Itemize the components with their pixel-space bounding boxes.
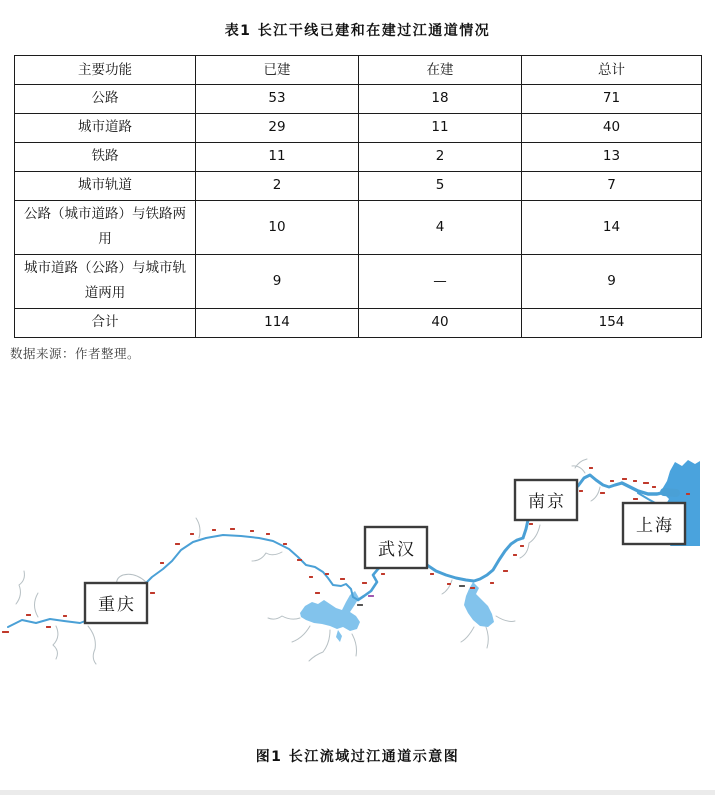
cell-under-construction: 11 [359, 113, 522, 142]
cell-total: 154 [522, 308, 702, 337]
cell-under-construction: 4 [359, 200, 522, 254]
col-header-built: 已建 [196, 56, 359, 85]
cell-function: 铁路 [15, 142, 196, 171]
table-header-row [15, 56, 702, 85]
city-label-nanjing [515, 480, 577, 520]
city-label-wuhan-text: 武汉 [378, 540, 416, 560]
tributary-lines [16, 459, 600, 664]
cell-function: 城市道路（公路）与城市轨道两用 [15, 254, 196, 308]
city-label-nanjing-text: 南京 [528, 492, 566, 512]
cell-function: 公路 [15, 84, 196, 113]
cell-built: 29 [196, 113, 359, 142]
cell-total: 9 [522, 254, 702, 308]
city-label-wuhan [365, 527, 427, 568]
table-row [15, 171, 702, 200]
cell-total: 13 [522, 142, 702, 171]
col-header-function: 主要功能 [15, 56, 196, 85]
cell-under-construction: 40 [359, 308, 522, 337]
table-row [15, 200, 702, 254]
cell-built: 11 [196, 142, 359, 171]
city-label-shanghai-text: 上海 [636, 516, 674, 536]
dongting-lake-spur [336, 630, 342, 642]
table-row [15, 84, 702, 113]
table-row [15, 142, 702, 171]
cell-function: 合计 [15, 308, 196, 337]
cell-built: 2 [196, 171, 359, 200]
cell-under-construction: 5 [359, 171, 522, 200]
cell-function: 公路（城市道路）与铁路两用 [15, 200, 196, 254]
dongting-lake [300, 591, 360, 631]
table-row [15, 254, 702, 308]
city-label-chongqing-text: 重庆 [98, 595, 136, 615]
cell-built: 53 [196, 84, 359, 113]
source-note: 数据来源：作者整理。 [10, 346, 141, 361]
cell-under-construction: 2 [359, 142, 522, 171]
yangtze-map-figure [0, 430, 715, 700]
cell-total: 71 [522, 84, 702, 113]
cell-built: 10 [196, 200, 359, 254]
cell-function: 城市轨道 [15, 171, 196, 200]
city-label-shanghai [623, 503, 685, 544]
table-row [15, 113, 702, 142]
yangtze-map-svg [0, 430, 715, 700]
poyang-lake [464, 582, 494, 627]
col-header-total: 总计 [522, 56, 702, 85]
city-label-chongqing [85, 583, 147, 623]
cell-under-construction: — [359, 254, 522, 308]
crossing-channels-table [14, 55, 702, 338]
cell-built: 9 [196, 254, 359, 308]
table-title: 表1 长江干线已建和在建过江通道情况 [224, 23, 491, 39]
cell-total: 14 [522, 200, 702, 254]
cell-built: 114 [196, 308, 359, 337]
bottom-edge-strip [0, 790, 715, 795]
figure-caption: 图1 长江流域过江通道示意图 [255, 749, 460, 765]
table-row-total [15, 308, 702, 337]
cell-function: 城市道路 [15, 113, 196, 142]
cell-total: 40 [522, 113, 702, 142]
col-header-under-construction: 在建 [359, 56, 522, 85]
cell-total: 7 [522, 171, 702, 200]
cell-under-construction: 18 [359, 84, 522, 113]
